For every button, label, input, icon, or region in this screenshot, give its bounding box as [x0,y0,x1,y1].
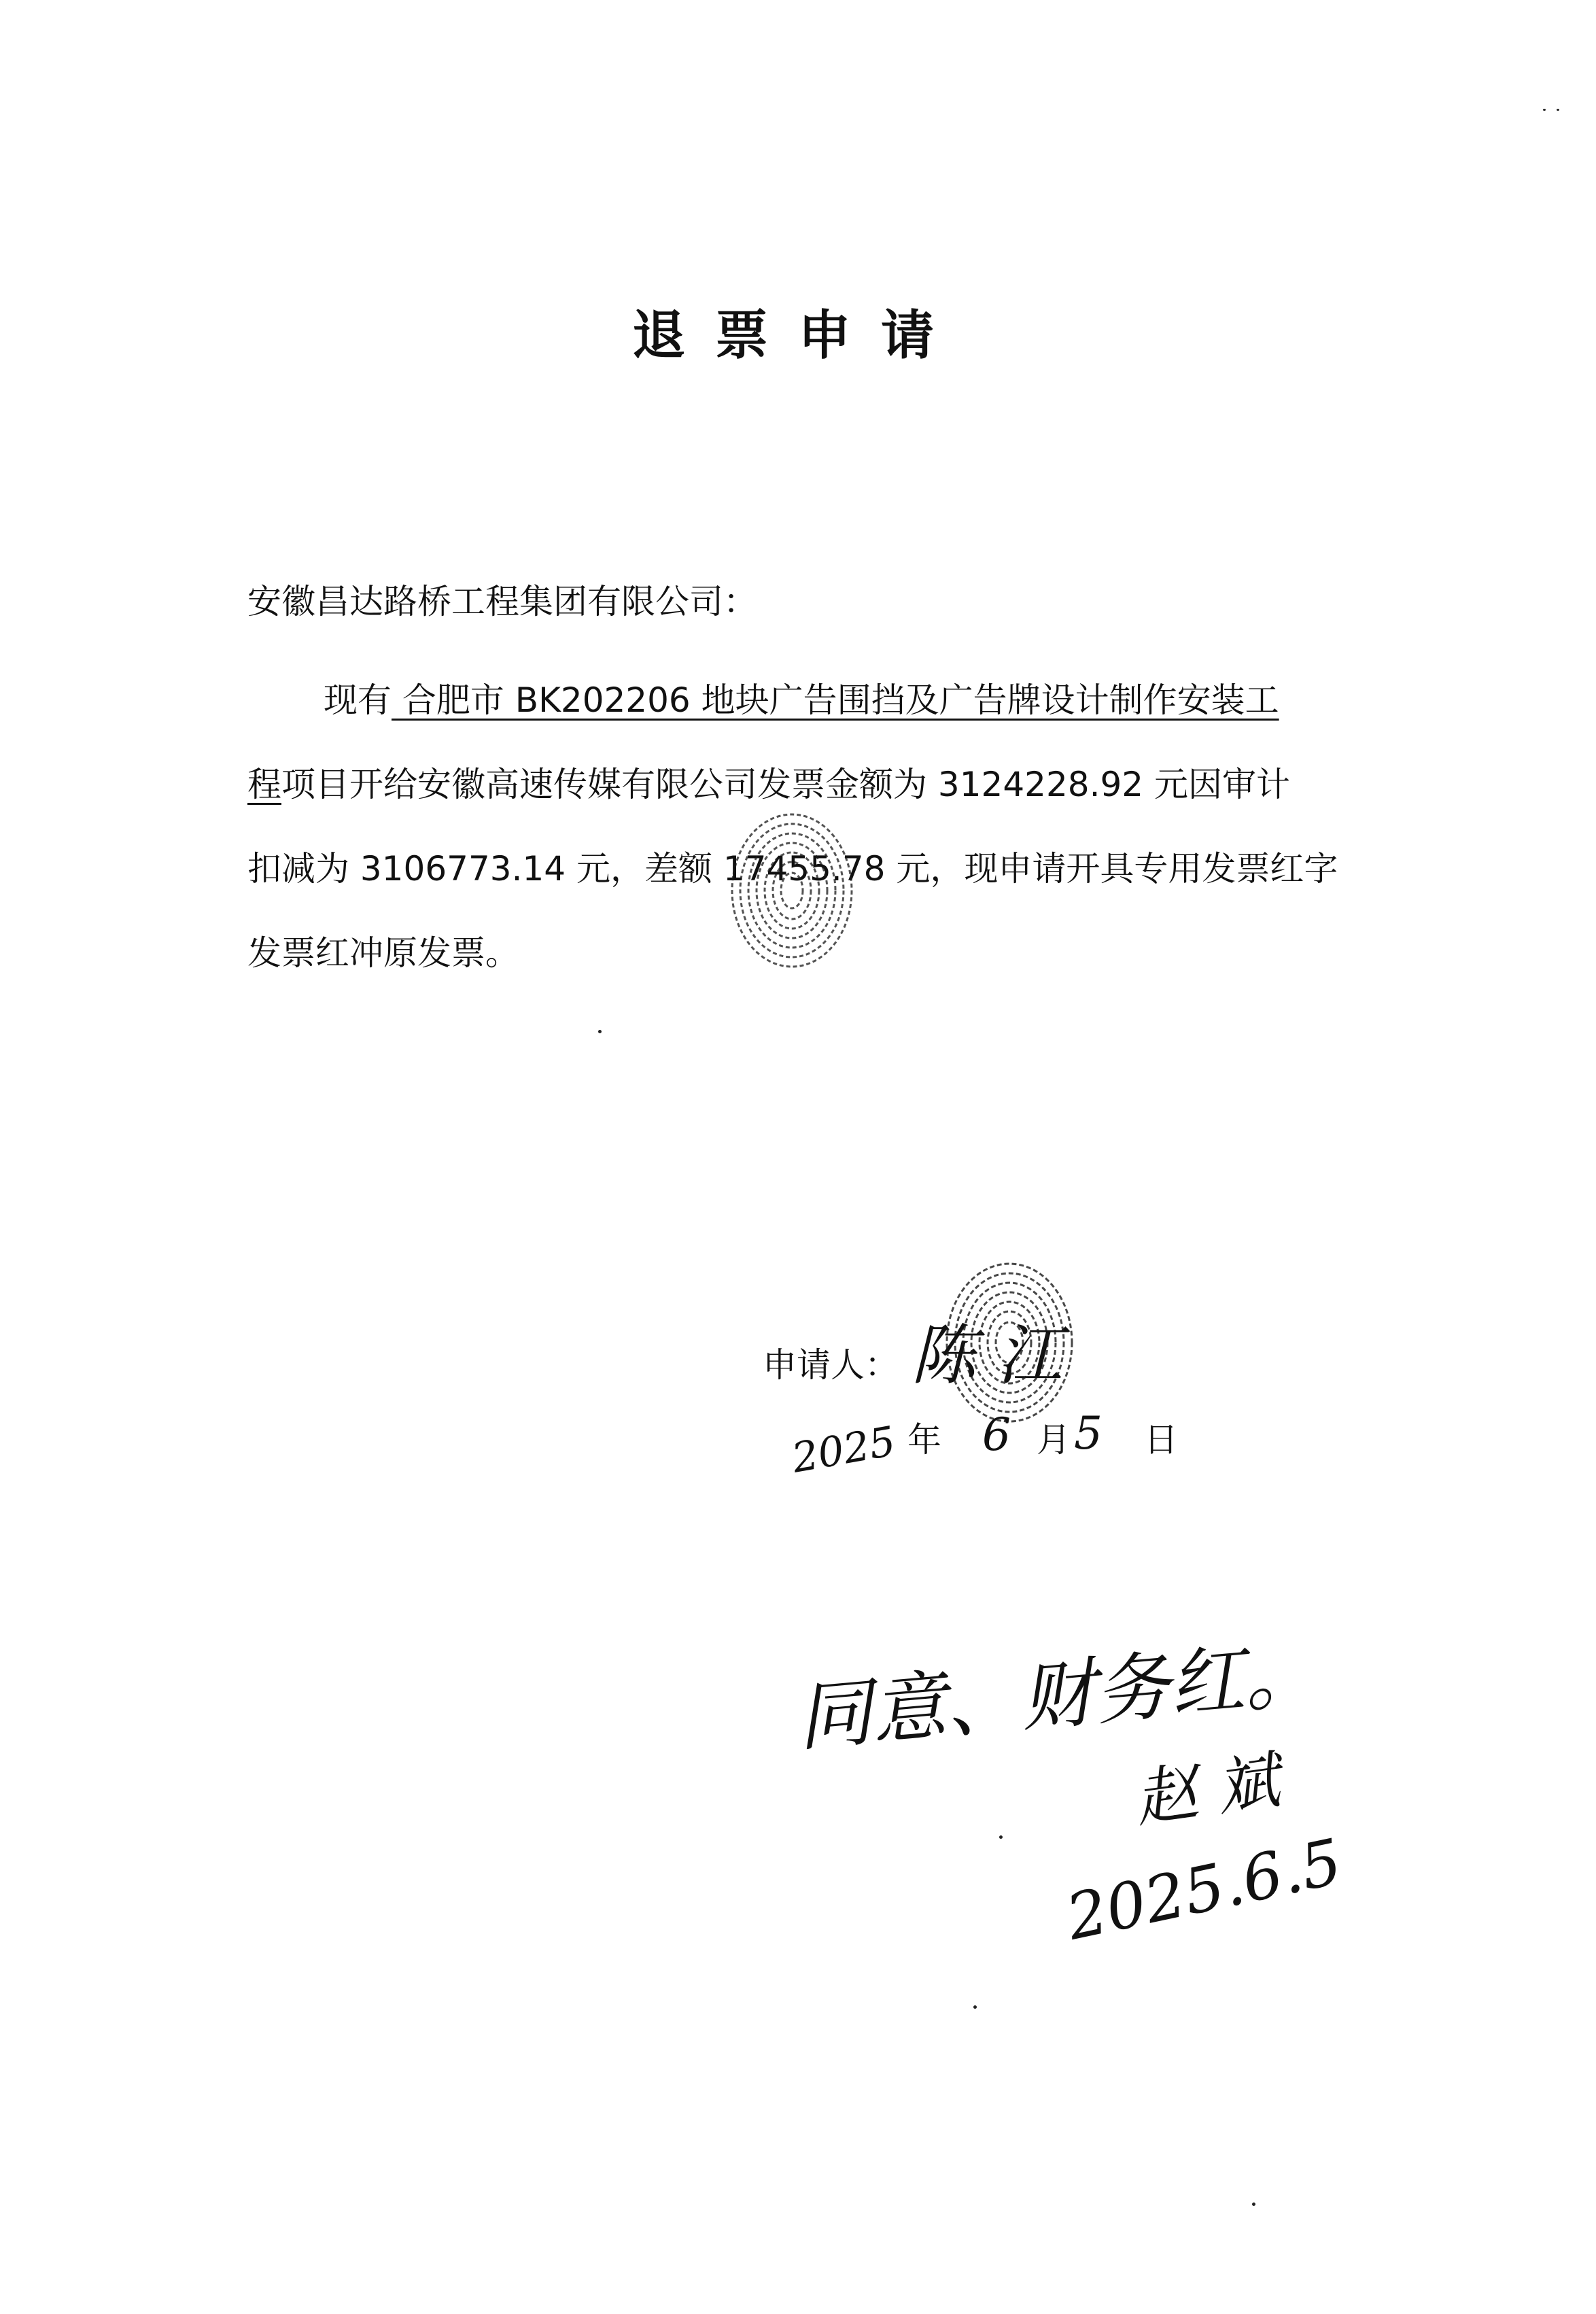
recipient-line: 安徽昌达路桥工程集团有限公司： [247,582,757,621]
approval-note: 同意、财务红。 [793,1629,1323,1762]
project-name-underlined: 合肥市 BK202206 地块广告围挡及广告牌设计制作安装工 [392,680,1279,720]
date-year-handwritten: 2025 [788,1417,899,1483]
body-line2-text: 项目开给安徽高速传媒有限公司发票金额为 3124228.92 元因审计 [281,765,1290,804]
date-month-label: 月 [1037,1420,1071,1460]
approval-signature: 赵 斌 [1130,1744,1284,1836]
body-line1-prefix: 现有 [324,680,392,720]
date-year-label: 年 [907,1420,941,1460]
fingerprint-body [727,809,856,972]
applicant-label: 申请人： [763,1345,899,1385]
date-day-label: 日 [1144,1420,1178,1460]
body-line-1 [247,658,1335,742]
scan-speck [1252,2203,1255,2206]
applicant-signature: 陈 江 [911,1317,1062,1394]
date-day-handwritten: 5 [1074,1407,1103,1460]
date-month-handwritten: 6 [982,1409,1011,1461]
scan-speck [598,1030,602,1033]
body-line-3: 扣减为 3106773.14 元，差额 17455.78 元，现申请开具专用发票红字 [247,849,1338,888]
scan-speck [1543,109,1546,111]
scan-speck [999,1835,1003,1839]
scan-speck [973,2005,977,2009]
document-title: 退票申请 [631,305,964,366]
project-name-tail: 程 [247,765,281,804]
approval-date: 2025.6.5 [1060,1825,1348,1954]
fingerprint-signature [941,1258,1077,1428]
scan-speck [1557,109,1559,111]
body-line-4: 发票红冲原发票。 [247,933,519,973]
